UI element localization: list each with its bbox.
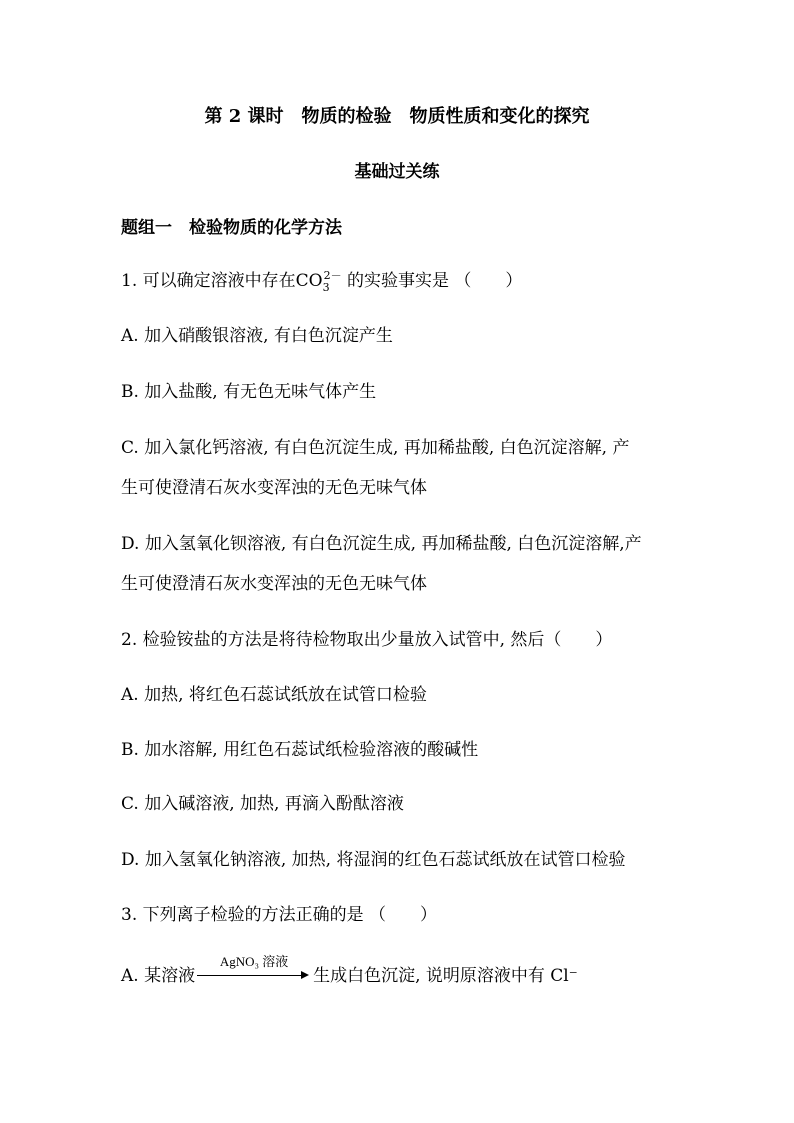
arrow-head-icon — [301, 971, 309, 979]
arrow-shaft — [197, 975, 305, 976]
section-heading: 题组一 检验物质的化学方法 — [121, 218, 342, 238]
q3-option-a — [121, 954, 578, 987]
page-subtitle: 基础过关练 — [354, 162, 440, 182]
q1-stem-after: 的实验事实是 （ ） — [341, 271, 523, 291]
page-title: 第 2 课时 物质的检验 物质性质和变化的探究 — [204, 106, 590, 127]
q2-option-c: C. 加入碱溶液, 加热, 再滴入酚酞溶液 — [121, 794, 404, 814]
arrow-reagent-label: AgNO₃ 溶液 — [219, 954, 289, 969]
carbonate-ion — [296, 270, 342, 294]
ion-subscript: 3 — [322, 281, 330, 294]
q1-option-a: A. 加入硝酸银溶液, 有白色沉淀产生 — [121, 326, 393, 346]
question-2-stem: 2. 检验铵盐的方法是将待检物取出少量放入试管中, 然后（ ） — [121, 630, 613, 650]
q1-stem-before: 1. 可以确定溶液中存在 — [121, 271, 296, 291]
q2-option-a: A. 加热, 将红色石蕊试纸放在试管口检验 — [121, 685, 427, 705]
question-3-stem: 3. 下列离子检验的方法正确的是 （ ） — [121, 905, 438, 925]
q1-option-d-line2: 生可使澄清石灰水变浑浊的无色无味气体 — [121, 574, 427, 594]
q1-option-b: B. 加入盐酸, 有无色无味气体产生 — [121, 382, 377, 402]
q2-option-b: B. 加水溶解, 用红色石蕊试纸检验溶液的酸碱性 — [121, 740, 479, 760]
reaction-arrow — [195, 954, 313, 987]
q1-option-d-line1: D. 加入氢氧化钡溶液, 有白色沉淀生成, 再加稀盐酸, 白色沉淀溶解,产 — [121, 534, 642, 554]
q2-option-d: D. 加入氢氧化钠溶液, 加热, 将湿润的红色石蕊试纸放在试管口检验 — [121, 850, 626, 870]
q1-option-c-line1: C. 加入氯化钙溶液, 有白色沉淀生成, 再加稀盐酸, 白色沉淀溶解, 产 — [121, 438, 630, 458]
q3-a-after: 生成白色沉淀, 说明原溶液中有 Cl⁻ — [313, 966, 578, 986]
q1-option-c-line2: 生可使澄清石灰水变浑浊的无色无味气体 — [121, 478, 427, 498]
question-1-stem — [121, 270, 522, 294]
ion-superscript: 2－ — [323, 269, 342, 282]
ion-base: CO — [295, 271, 323, 291]
q3-a-before: A. 某溶液 — [121, 966, 196, 986]
